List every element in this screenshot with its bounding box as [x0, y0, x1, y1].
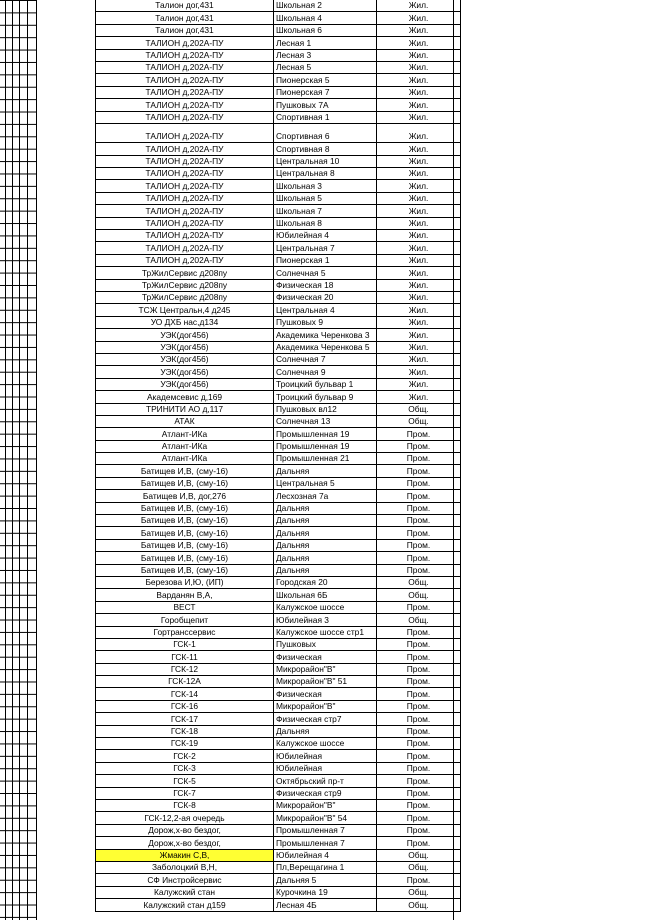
- table-row: [96, 762, 461, 774]
- cell-address: Пионерская 1: [274, 254, 377, 266]
- cell-owner: ГСК-8: [96, 800, 274, 812]
- cell-owner: ТАЛИОН д,202А-ПУ: [96, 86, 274, 98]
- cell-address: Школьная 3: [274, 180, 377, 192]
- table-row: [96, 143, 461, 155]
- cell-owner: Батищев И,В, дог,276: [96, 490, 274, 502]
- cell-owner: УЭК(дог456): [96, 341, 274, 353]
- cell-type: Жил.: [377, 316, 461, 328]
- cell-address: Микрорайон"В": [274, 663, 377, 675]
- cell-owner: Атлант-ИКа: [96, 453, 274, 465]
- table-row: [96, 254, 461, 266]
- cell-address: Академика Черенкова 5: [274, 341, 377, 353]
- cell-address: Центральная 10: [274, 155, 377, 167]
- table-row: [96, 824, 461, 836]
- cell-type: Общ.: [377, 849, 461, 861]
- table-row: [96, 663, 461, 675]
- cell-owner: ГСК-18: [96, 725, 274, 737]
- cell-owner: Дорож,х-во бездог,: [96, 837, 274, 849]
- cell-address: Микрорайон"В" 54: [274, 812, 377, 824]
- cell-owner: Академсевис д,169: [96, 391, 274, 403]
- cell-type: Жил.: [377, 123, 461, 142]
- cell-owner: ГСК-14: [96, 688, 274, 700]
- cell-type: Жил.: [377, 205, 461, 217]
- table-row: [96, 341, 461, 353]
- cell-owner: ГСК-3: [96, 762, 274, 774]
- cell-type: Пром.: [377, 626, 461, 638]
- cell-type: Пром.: [377, 601, 461, 613]
- table-row: [96, 353, 461, 365]
- table-row: [96, 502, 461, 514]
- cell-owner: ТрЖилСервис д208пу: [96, 291, 274, 303]
- table-row: [96, 812, 461, 824]
- cell-type: Жил.: [377, 0, 461, 12]
- cell-address: Курочкина 19: [274, 886, 377, 898]
- cell-address: Солнечная 9: [274, 366, 377, 378]
- cell-address: Троицкий бульвар 1: [274, 378, 377, 390]
- cell-owner: Батищев И,В, (сму-16): [96, 477, 274, 489]
- table-row: [96, 713, 461, 725]
- cell-owner: АТАК: [96, 415, 274, 427]
- cell-address: Промышленная 21: [274, 453, 377, 465]
- cell-address: Школьная 6Б: [274, 589, 377, 601]
- table-row: [96, 676, 461, 688]
- cell-address: Дальняя: [274, 465, 377, 477]
- table-row: [96, 775, 461, 787]
- table-row: [96, 700, 461, 712]
- table-row: [96, 428, 461, 440]
- table-row: [96, 242, 461, 254]
- cell-owner: ГСК-2: [96, 750, 274, 762]
- table-row: [96, 477, 461, 489]
- cell-owner: Калужский стан: [96, 886, 274, 898]
- cell-address: Лесная 1: [274, 37, 377, 49]
- table-row: [96, 415, 461, 427]
- cell-address: Школьная 4: [274, 12, 377, 24]
- cell-type: Жил.: [377, 180, 461, 192]
- table-row: [96, 279, 461, 291]
- cell-owner: ТАЛИОН д,202А-ПУ: [96, 217, 274, 229]
- table-row: [96, 614, 461, 626]
- cell-type: Пром.: [377, 453, 461, 465]
- cell-type: Пром.: [377, 552, 461, 564]
- cell-type: Пром.: [377, 812, 461, 824]
- cell-owner: ТАЛИОН д,202А-ПУ: [96, 49, 274, 61]
- table-row: [96, 849, 461, 861]
- cell-owner: Талион дог,431: [96, 0, 274, 12]
- cell-type: Жил.: [377, 37, 461, 49]
- table-row: [96, 490, 461, 502]
- cell-owner: ТАЛИОН д,202А-ПУ: [96, 99, 274, 111]
- table-row: [96, 205, 461, 217]
- table-row: [96, 440, 461, 452]
- cell-owner: Варданян В,А,: [96, 589, 274, 601]
- cell-address: Троицкий бульвар 9: [274, 391, 377, 403]
- table-row: [96, 750, 461, 762]
- table-row: [96, 366, 461, 378]
- table-row: [96, 886, 461, 898]
- cell-type: Пром.: [377, 527, 461, 539]
- cell-type: Жил.: [377, 242, 461, 254]
- table-row: [96, 515, 461, 527]
- table-row: [96, 539, 461, 551]
- cell-type: Пром.: [377, 874, 461, 886]
- cell-type: Жил.: [377, 155, 461, 167]
- cell-owner: ГСК-5: [96, 775, 274, 787]
- cell-address: Пионерская 5: [274, 74, 377, 86]
- cell-address: Спортивная 1: [274, 111, 377, 123]
- cell-owner: ТАЛИОН д,202А-ПУ: [96, 192, 274, 204]
- cell-owner: ГСК-12: [96, 663, 274, 675]
- cell-type: Пром.: [377, 750, 461, 762]
- table-row: [96, 638, 461, 650]
- cell-address: Городская 20: [274, 576, 377, 588]
- cell-owner: ТАЛИОН д,202А-ПУ: [96, 143, 274, 155]
- table-row: [96, 576, 461, 588]
- cell-owner: ТАЛИОН д,202А-ПУ: [96, 61, 274, 73]
- cell-owner: ГСК-17: [96, 713, 274, 725]
- table-row: [96, 453, 461, 465]
- cell-owner: УЭК(дог456): [96, 353, 274, 365]
- cell-type: Пром.: [377, 638, 461, 650]
- cell-type: Общ.: [377, 403, 461, 415]
- cell-type: Пром.: [377, 502, 461, 514]
- cell-address: Физическая: [274, 651, 377, 663]
- cell-type: Пром.: [377, 539, 461, 551]
- table-row: [96, 378, 461, 390]
- cell-owner: Батищев И,В, (сму-16): [96, 552, 274, 564]
- cell-address: Дальняя 5: [274, 874, 377, 886]
- cell-type: Жил.: [377, 230, 461, 242]
- cell-address: Промышленная 19: [274, 440, 377, 452]
- cell-address: Юбилейная: [274, 750, 377, 762]
- table-row: [96, 837, 461, 849]
- cell-address: Лесная 5: [274, 61, 377, 73]
- cell-type: Пром.: [377, 824, 461, 836]
- table-row: [96, 37, 461, 49]
- cell-owner: Заболоцкий В,Н,: [96, 861, 274, 873]
- cell-type: Жил.: [377, 24, 461, 36]
- cell-owner: ГСК-12А: [96, 676, 274, 688]
- cell-address: Школьная 8: [274, 217, 377, 229]
- table-row: [96, 552, 461, 564]
- table-row: [96, 180, 461, 192]
- cell-owner: Дорож,х-во бездог,: [96, 824, 274, 836]
- cell-owner: УЭК(дог456): [96, 366, 274, 378]
- cell-type: Жил.: [377, 254, 461, 266]
- table-row: [96, 589, 461, 601]
- cell-type: Пром.: [377, 490, 461, 502]
- cell-type: Пром.: [377, 477, 461, 489]
- cell-address: Калужское шоссе стр1: [274, 626, 377, 638]
- cell-owner: ТАЛИОН д,202А-ПУ: [96, 242, 274, 254]
- cell-type: Жил.: [377, 74, 461, 86]
- cell-owner: ТАЛИОН д,202А-ПУ: [96, 155, 274, 167]
- cell-type: Жил.: [377, 304, 461, 316]
- table-row: [96, 0, 461, 12]
- table-row: [96, 230, 461, 242]
- cell-address: Промышленная 7: [274, 824, 377, 836]
- cell-owner: ГСК-11: [96, 651, 274, 663]
- cell-owner: Березова И,Ю, (ИП): [96, 576, 274, 588]
- cell-owner: СФ Инстройсервис: [96, 874, 274, 886]
- cell-address: Юбилейная: [274, 762, 377, 774]
- cell-type: Пром.: [377, 688, 461, 700]
- cell-address: Центральная 4: [274, 304, 377, 316]
- cell-type: Общ.: [377, 576, 461, 588]
- table-row: [96, 192, 461, 204]
- cell-type: Жил.: [377, 49, 461, 61]
- table-row: [96, 49, 461, 61]
- cell-address: Дальняя: [274, 539, 377, 551]
- cell-address: Центральная 8: [274, 168, 377, 180]
- cell-address: Школьная 6: [274, 24, 377, 36]
- table-row: [96, 601, 461, 613]
- cell-address: Микрорайон"В": [274, 800, 377, 812]
- cell-type: Пром.: [377, 725, 461, 737]
- left-ruler: [0, 0, 37, 920]
- cell-owner: ГСК-1: [96, 638, 274, 650]
- cell-type: Жил.: [377, 291, 461, 303]
- cell-type: Жил.: [377, 329, 461, 341]
- cell-type: Жил.: [377, 378, 461, 390]
- cell-type: Общ.: [377, 899, 461, 911]
- cell-owner: Батищев И,В, (сму-16): [96, 515, 274, 527]
- cell-address: Пл,Верещагина 1: [274, 861, 377, 873]
- cell-address: Дальняя: [274, 552, 377, 564]
- table-row: [96, 899, 461, 911]
- cell-owner: ТАЛИОН д,202А-ПУ: [96, 230, 274, 242]
- cell-owner: Гортранссервис: [96, 626, 274, 638]
- cell-owner: ТАЛИОН д,202А-ПУ: [96, 74, 274, 86]
- cell-address: Калужское шоссе: [274, 601, 377, 613]
- cell-owner: ГСК-7: [96, 787, 274, 799]
- cell-owner: ТРИНИТИ АО д,117: [96, 403, 274, 415]
- cell-owner: Жмакин С,В,: [96, 849, 274, 861]
- cell-type: Пром.: [377, 837, 461, 849]
- cell-type: Общ.: [377, 861, 461, 873]
- cell-owner: Горобщепит: [96, 614, 274, 626]
- cell-type: Общ.: [377, 614, 461, 626]
- cell-owner: Талион дог,431: [96, 12, 274, 24]
- cell-address: Физическая стр7: [274, 713, 377, 725]
- cell-address: Микрорайон"В" 51: [274, 676, 377, 688]
- cell-type: Пром.: [377, 762, 461, 774]
- cell-address: Дальняя: [274, 502, 377, 514]
- cell-type: Пром.: [377, 428, 461, 440]
- cell-address: Солнечная 7: [274, 353, 377, 365]
- cell-type: Жил.: [377, 12, 461, 24]
- cell-type: Жил.: [377, 192, 461, 204]
- cell-address: Солнечная 13: [274, 415, 377, 427]
- cell-address: Юбилейная 3: [274, 614, 377, 626]
- table-row: [96, 861, 461, 873]
- table-row: [96, 527, 461, 539]
- table-row: [96, 99, 461, 111]
- cell-type: Жил.: [377, 341, 461, 353]
- cell-address: Калужское шоссе: [274, 738, 377, 750]
- cell-owner: ТАЛИОН д,202А-ПУ: [96, 123, 274, 142]
- data-table: [95, 0, 461, 912]
- cell-type: Пром.: [377, 787, 461, 799]
- cell-address: Физическая: [274, 688, 377, 700]
- cell-address: Школьная 7: [274, 205, 377, 217]
- table-row: [96, 391, 461, 403]
- cell-address: Дальняя: [274, 515, 377, 527]
- cell-type: Жил.: [377, 61, 461, 73]
- cell-type: Общ.: [377, 589, 461, 601]
- cell-address: Пионерская 7: [274, 86, 377, 98]
- cell-type: Жил.: [377, 168, 461, 180]
- cell-owner: ТАЛИОН д,202А-ПУ: [96, 168, 274, 180]
- table-row: [96, 626, 461, 638]
- cell-type: Жил.: [377, 86, 461, 98]
- cell-type: Пром.: [377, 676, 461, 688]
- table-row: [96, 329, 461, 341]
- table-row: [96, 874, 461, 886]
- cell-type: Жил.: [377, 353, 461, 365]
- cell-address: Школьная 2: [274, 0, 377, 12]
- cell-type: Пром.: [377, 663, 461, 675]
- cell-address: Лесная 4Б: [274, 899, 377, 911]
- cell-type: Пром.: [377, 800, 461, 812]
- cell-type: Пром.: [377, 440, 461, 452]
- table-row: [96, 787, 461, 799]
- table-row: [96, 217, 461, 229]
- table-row: [96, 74, 461, 86]
- cell-address: Физическая стр9: [274, 787, 377, 799]
- cell-type: Пром.: [377, 700, 461, 712]
- cell-owner: ТАЛИОН д,202А-ПУ: [96, 37, 274, 49]
- table-row: [96, 86, 461, 98]
- cell-address: Юбилейная 4: [274, 230, 377, 242]
- cell-type: Жил.: [377, 279, 461, 291]
- cell-owner: УО ДХБ нас,д134: [96, 316, 274, 328]
- cell-type: Общ.: [377, 415, 461, 427]
- cell-type: Пром.: [377, 651, 461, 663]
- cell-address: Дальняя: [274, 527, 377, 539]
- cell-owner: ГСК-19: [96, 738, 274, 750]
- cell-address: Спортивная 6: [274, 123, 377, 142]
- cell-type: Жил.: [377, 111, 461, 123]
- cell-owner: Атлант-ИКа: [96, 428, 274, 440]
- table-row: [96, 403, 461, 415]
- table-row: [96, 267, 461, 279]
- cell-address: Физическая 18: [274, 279, 377, 291]
- cell-owner: ТрЖилСервис д208пу: [96, 279, 274, 291]
- cell-type: Жил.: [377, 366, 461, 378]
- cell-address: Академика Черенкова 3: [274, 329, 377, 341]
- cell-owner: ГСК-12,2-ая очередь: [96, 812, 274, 824]
- cell-owner: ТАЛИОН д,202А-ПУ: [96, 180, 274, 192]
- cell-owner: УЭК(дог456): [96, 378, 274, 390]
- cell-owner: Калужский стан д159: [96, 899, 274, 911]
- cell-address: Дальняя: [274, 564, 377, 576]
- cell-owner: ТАЛИОН д,202А-ПУ: [96, 254, 274, 266]
- table-row: [96, 123, 461, 142]
- cell-owner: Батищев И,В, (сму-16): [96, 527, 274, 539]
- table-row: [96, 24, 461, 36]
- table-row: [96, 12, 461, 24]
- cell-address: Лесная 3: [274, 49, 377, 61]
- table-row: [96, 168, 461, 180]
- table-row: [96, 564, 461, 576]
- cell-owner: ТрЖилСервис д208пу: [96, 267, 274, 279]
- cell-type: Пром.: [377, 775, 461, 787]
- cell-owner: Батищев И,В, (сму-16): [96, 502, 274, 514]
- cell-type: Пром.: [377, 564, 461, 576]
- cell-address: Физическая 20: [274, 291, 377, 303]
- cell-owner: Талион дог,431: [96, 24, 274, 36]
- table-row: [96, 465, 461, 477]
- cell-address: Микрорайон"В": [274, 700, 377, 712]
- table-row: [96, 111, 461, 123]
- cell-owner: Атлант-ИКа: [96, 440, 274, 452]
- table-row: [96, 651, 461, 663]
- cell-type: Жил.: [377, 143, 461, 155]
- table-row: [96, 316, 461, 328]
- cell-address: Юбилейная 4: [274, 849, 377, 861]
- cell-type: Жил.: [377, 99, 461, 111]
- cell-type: Пром.: [377, 515, 461, 527]
- cell-address: Центральная 7: [274, 242, 377, 254]
- cell-owner: ТСЖ Центральн,4 д245: [96, 304, 274, 316]
- cell-type: Жил.: [377, 391, 461, 403]
- table-row: [96, 155, 461, 167]
- table-right-border: [453, 0, 454, 920]
- cell-address: Пушковых 9: [274, 316, 377, 328]
- cell-address: Спортивная 8: [274, 143, 377, 155]
- cell-address: Промышленная 7: [274, 837, 377, 849]
- table-row: [96, 291, 461, 303]
- cell-type: Жил.: [377, 217, 461, 229]
- cell-owner: Батищев И,В, (сму-16): [96, 539, 274, 551]
- cell-type: Пром.: [377, 713, 461, 725]
- cell-address: Промышленная 19: [274, 428, 377, 440]
- cell-owner: ТАЛИОН д,202А-ПУ: [96, 111, 274, 123]
- cell-owner: ТАЛИОН д,202А-ПУ: [96, 205, 274, 217]
- table-row: [96, 688, 461, 700]
- cell-address: Дальняя: [274, 725, 377, 737]
- cell-address: Пушковых 7А: [274, 99, 377, 111]
- cell-address: Пушковых вл12: [274, 403, 377, 415]
- cell-owner: Батищев И,В, (сму-16): [96, 465, 274, 477]
- cell-address: Школьная 5: [274, 192, 377, 204]
- cell-owner: ВЕСТ: [96, 601, 274, 613]
- cell-type: Пром.: [377, 738, 461, 750]
- cell-owner: УЭК(дог456): [96, 329, 274, 341]
- cell-address: Центральная 5: [274, 477, 377, 489]
- cell-type: Общ.: [377, 886, 461, 898]
- table-row: [96, 304, 461, 316]
- cell-address: Пушковых: [274, 638, 377, 650]
- cell-type: Пром.: [377, 465, 461, 477]
- table-row: [96, 61, 461, 73]
- table-row: [96, 725, 461, 737]
- cell-address: Октябрьский пр-т: [274, 775, 377, 787]
- cell-owner: Батищев И,В, (сму-16): [96, 564, 274, 576]
- cell-type: Жил.: [377, 267, 461, 279]
- cell-address: Солнечная 5: [274, 267, 377, 279]
- table-row: [96, 800, 461, 812]
- cell-address: Лесхозная 7а: [274, 490, 377, 502]
- table-row: [96, 738, 461, 750]
- cell-owner: ГСК-16: [96, 700, 274, 712]
